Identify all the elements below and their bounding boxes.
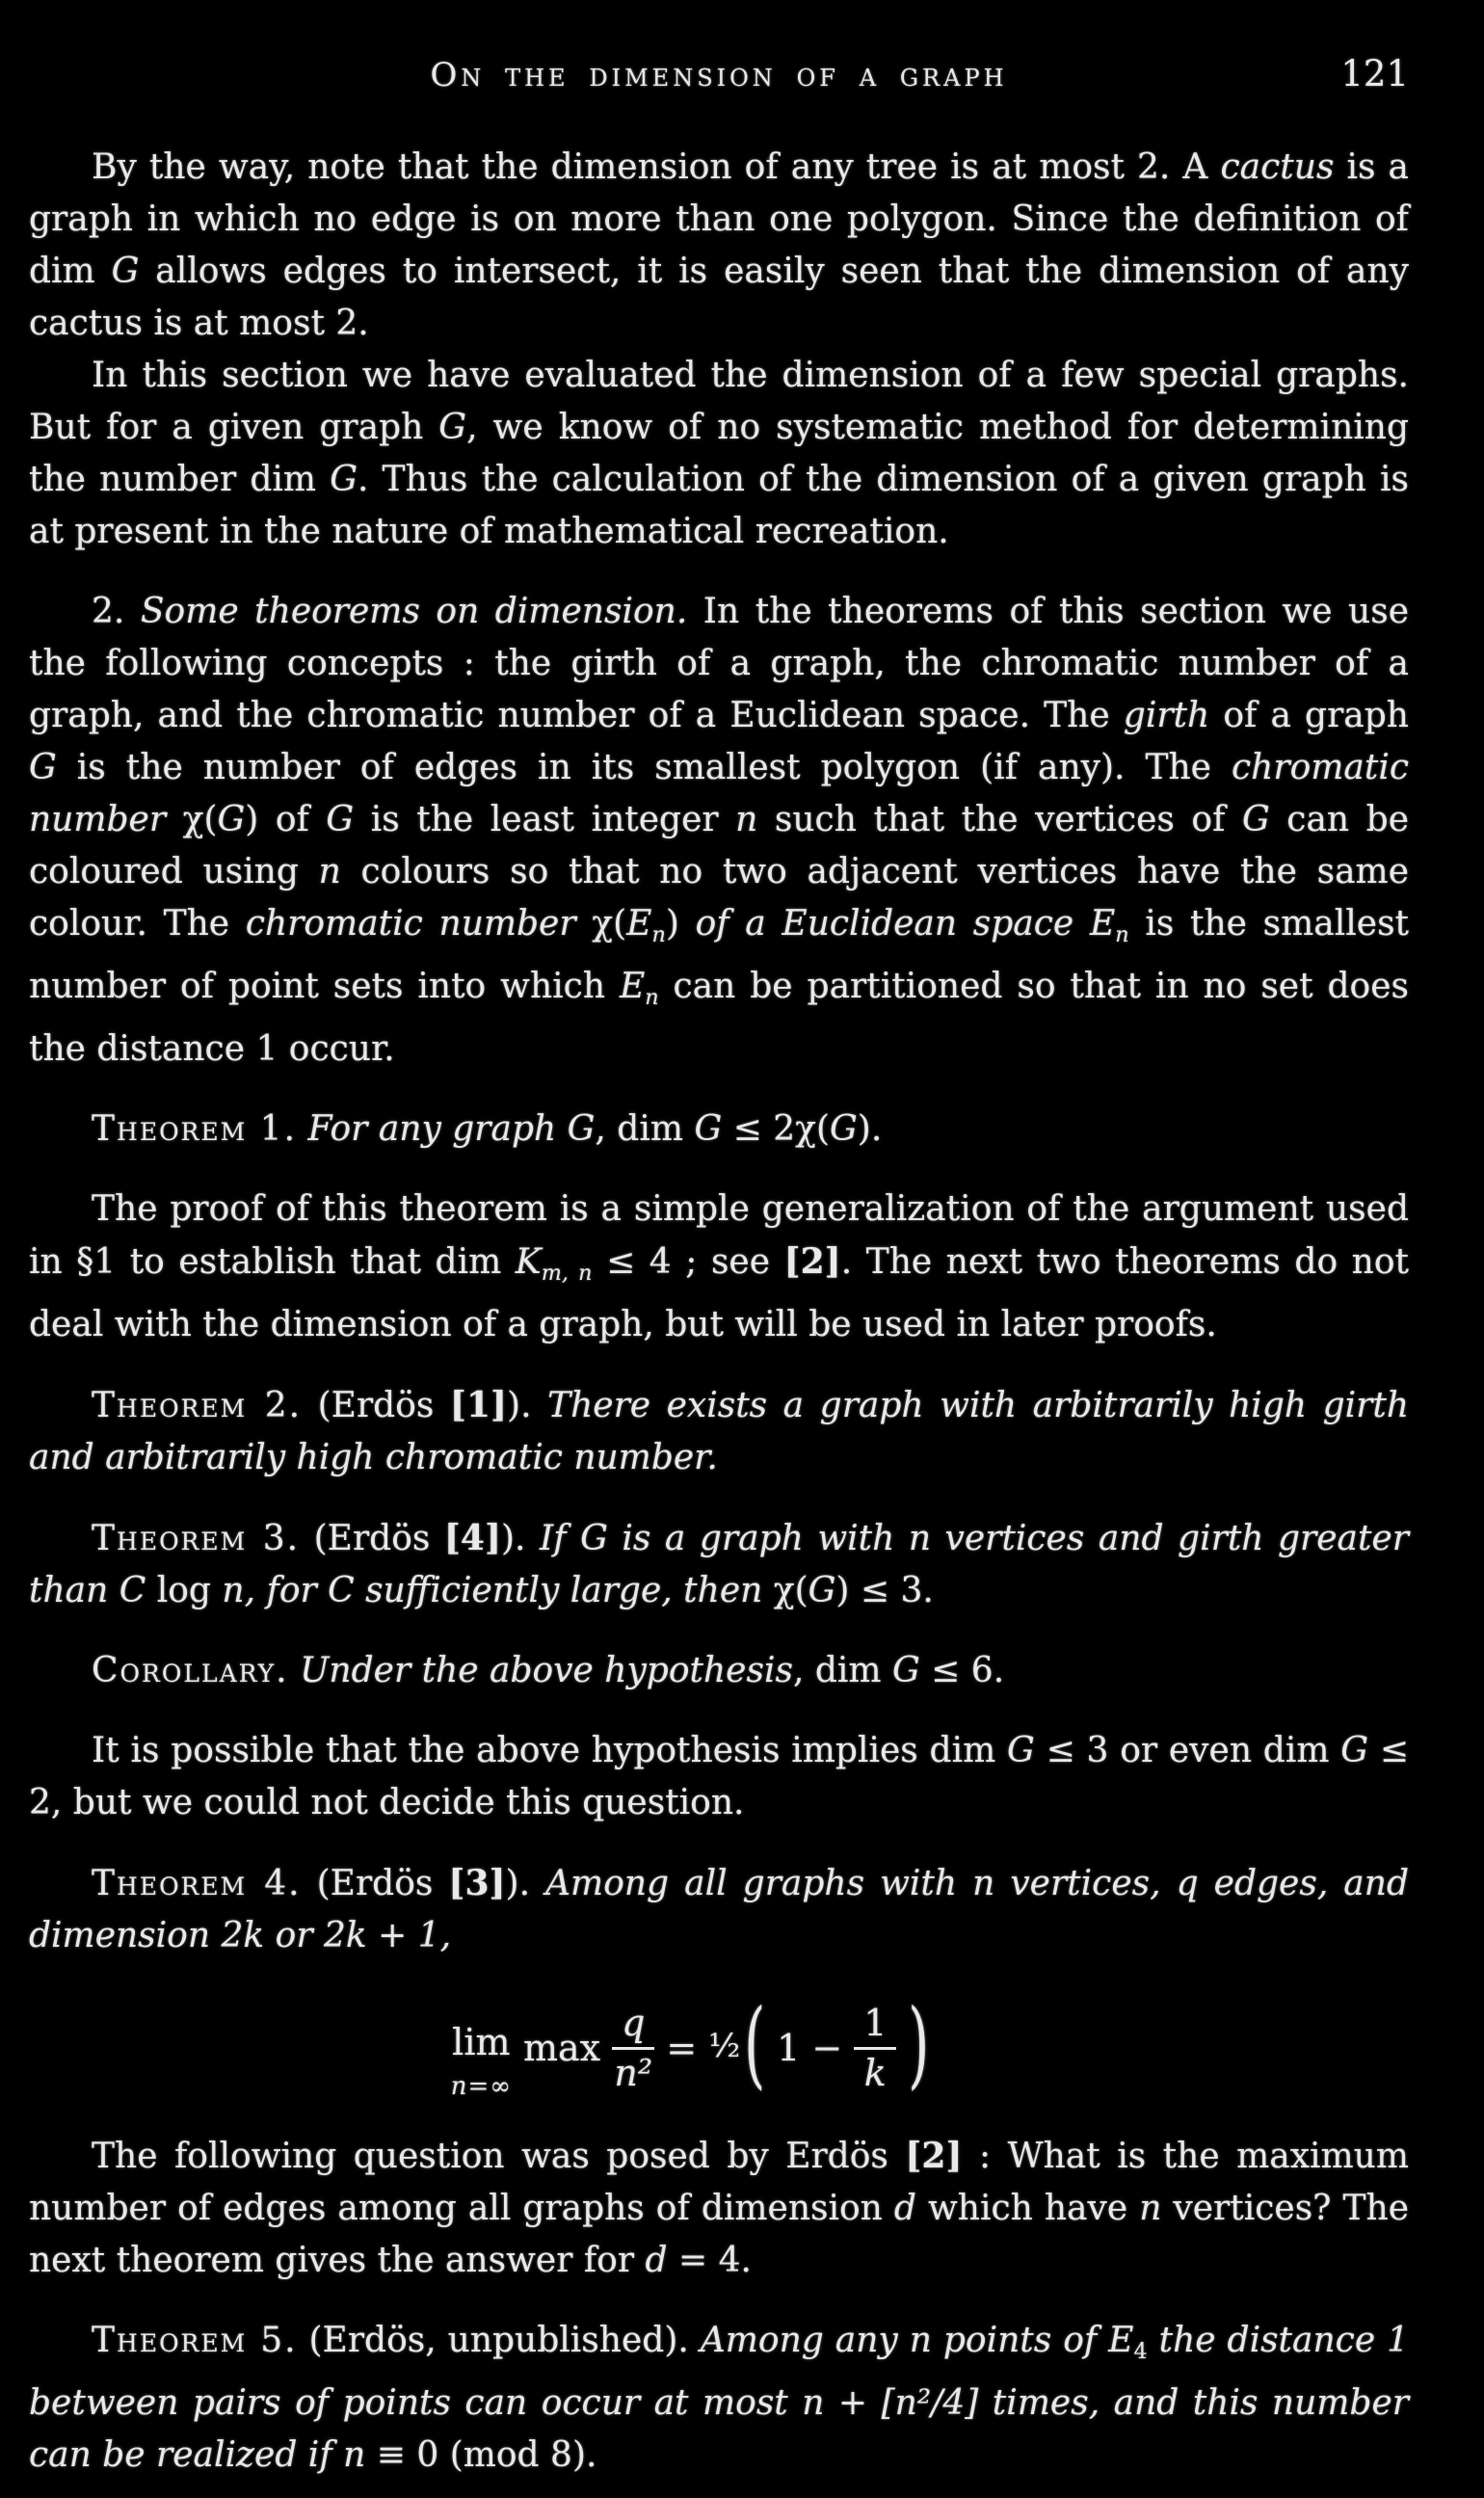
section-2-paragraph: 2. Some theorems on dimension. In the theorems of this section we use the following concepts : the girth of a graph, the chromatic number of a graph, and the chromatic number of a Euclidean space. The girth of a graph G is the number of edges in its smallest polygon (if any). The chromatic number χ(G) of G is the least integer n such that the vertices of G can be coloured using n colours so that no two adjacent vertices have the same colour. The chromatic number χ(En) of a Euclidean space En is the smallest number of point sets into which En can be partitioned so that in no set does the distance 1 occur. (29, 592, 1410, 1069)
limit-formula (29, 1990, 1351, 2102)
paragraph-proof-remark: The proof of this theorem is a simple generalization of the argument used in §1 to establish that dim Km, n ≤ 4 ; see [2]. The next two theorems do not deal with the dimension of a graph, but will be used in later proofs. (29, 1189, 1410, 1344)
fraction-one-over-k: $\frac{1}{k}$ (854, 2003, 896, 2093)
one-half-coefficient: ½ (708, 2027, 741, 2066)
theorem-3: Theorem 3. (Erdös [4]). If G is a graph with n vertices and girth greater than C log n, for C sufficiently large, then χ(G) ≤ 3. (29, 1518, 1409, 1610)
max-operator: max (522, 2027, 601, 2070)
running-header (29, 48, 1409, 101)
page-number: 121 (1340, 53, 1409, 94)
limit-operator: lim n=∞ (450, 2021, 512, 2102)
theorem-1: Theorem 1. For any graph G, dim G ≤ 2χ(G). (92, 1109, 883, 1149)
one-minus-term: 1 − (777, 2027, 843, 2070)
paragraph-section-summary: In this section we have evaluated the dimension of a few special graphs. But for a given graph G, we know of no systematic method for determining the number dim G. Thus the calculation of the dimension of a given graph is at present in the nature of mathematical recreation. (29, 356, 1409, 551)
equals-sign: = (666, 2027, 698, 2070)
paragraph-open-question: It is possible that the above hypothesis implies dim G ≤ 3 or even dim G ≤ 2, but we could not decide this question. (29, 1731, 1409, 1822)
corollary: Corollary. Under the above hypothesis, dim G ≤ 6. (92, 1651, 1005, 1690)
right-parenthesis: ) (908, 1990, 930, 2101)
theorem-5: Theorem 5. (Erdös, unpublished). Among any n points of E4 the distance 1 between pairs of points can occur at most n + [n²/4] times, and this number can be realized if n ≡ 0 (mod 8). (29, 2321, 1409, 2476)
fraction-q-over-n-squared: $\frac{q}{\text{n²}}$ (612, 2003, 654, 2093)
theorem-2: Theorem 2. (Erdös [1]). There exists a graph with arbitrarily high girth and arbitrarily high chromatic number. (29, 1385, 1409, 1477)
theorem-4: Theorem 4. (Erdös [3]). Among all graphs with n vertices, q edges, and dimension 2k or 2k + 1, (29, 1863, 1409, 1955)
page-title: On the dimension of a graph (430, 56, 1008, 94)
left-parenthesis: ( (744, 1990, 766, 2101)
paragraph-cactus: By the way, note that the dimension of any tree is at most 2. A cactus is a graph in which no edge is on more than one polygon. Since the definition of dim G allows edges to intersect, it is easily seen that the dimension of any cactus is at most 2. (29, 147, 1410, 343)
paragraph-erdos-question: The following question was posed by Erdös [2] : What is the maximum number of edges among all graphs of dimension d which have n vertices? The next theorem gives the answer for d = 4. (29, 2136, 1410, 2281)
